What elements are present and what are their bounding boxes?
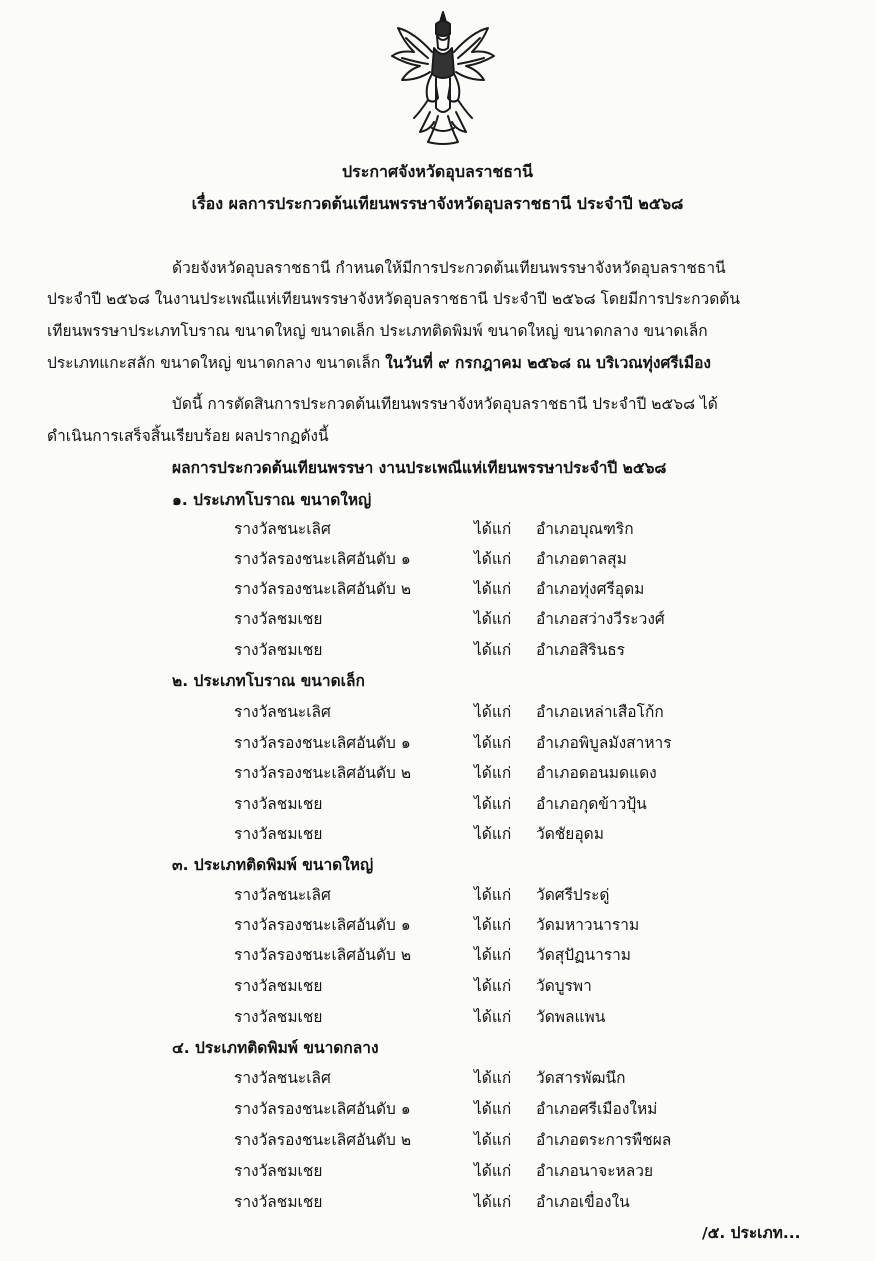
award-row — [0, 791, 875, 821]
award-to-label: ได้แก่ — [474, 825, 512, 843]
results-title: ผลการประกวดต้นเทียนพรรษา งานประเพณีแห่เทียนพรรษาประจำปี ๒๕๖๘ — [172, 459, 667, 477]
paragraph-1-line-4 — [47, 350, 711, 375]
award-name: รางวัลชนะเลิศ — [234, 1069, 331, 1087]
award-row — [0, 973, 875, 1003]
award-winner: อำเภอเขื่องใน — [536, 1193, 630, 1211]
award-winner: วัดบูรพา — [536, 977, 592, 995]
award-winner: วัดศรีประดู่ — [536, 886, 610, 904]
award-row — [0, 882, 875, 912]
award-to-label: ได้แก่ — [474, 1131, 512, 1149]
award-winner: อำเภอสว่างวีระวงศ์ — [536, 610, 665, 628]
award-name: รางวัลรองชนะเลิศอันดับ ๑ — [234, 550, 411, 568]
award-winner: อำเภอศรีเมืองใหม่ — [536, 1100, 658, 1118]
award-to-label: ได้แก่ — [474, 1100, 512, 1118]
award-winner: วัดสารพัฒนึก — [536, 1069, 626, 1087]
award-winner: อำเภอบุณฑริก — [536, 520, 634, 538]
award-row — [0, 942, 875, 972]
award-row — [0, 1158, 875, 1188]
award-name: รางวัลชมเชย — [234, 825, 323, 843]
award-winner: อำเภอนาจะหลวย — [536, 1162, 654, 1180]
award-to-label: ได้แก่ — [474, 916, 512, 934]
award-name: รางวัลชมเชย — [234, 1193, 323, 1211]
continued-marker: /๕. ประเภท... — [702, 1224, 801, 1242]
award-row — [0, 1127, 875, 1157]
award-row — [0, 1189, 875, 1219]
award-row — [0, 576, 875, 606]
announcement-title: ประกาศจังหวัดอุบลราชธานี — [342, 162, 533, 181]
award-name: รางวัลรองชนะเลิศอันดับ ๒ — [234, 580, 412, 598]
award-name: รางวัลชนะเลิศ — [234, 703, 331, 721]
award-winner: อำเภอพิบูลมังสาหาร — [536, 734, 672, 752]
paragraph-2-line-2: ดำเนินการเสร็จสิ้นเรียบร้อย ผลปรากฏดังนี้ — [47, 427, 329, 445]
announcement-subject: เรื่อง ผลการประกวดต้นเทียนพรรษาจังหวัดอุบลราชธานี ประจำปี ๒๕๖๘ — [191, 194, 684, 213]
award-row — [0, 1065, 875, 1095]
award-row — [0, 699, 875, 729]
award-winner: อำเภอตาลสุม — [536, 550, 627, 568]
award-name: รางวัลรองชนะเลิศอันดับ ๒ — [234, 946, 412, 964]
category-title: ๔. ประเภทติดพิมพ์ ขนาดกลาง — [172, 1039, 379, 1057]
award-name: รางวัลชมเชย — [234, 1008, 323, 1026]
award-to-label: ได้แก่ — [474, 1069, 512, 1087]
award-to-label: ได้แก่ — [474, 520, 512, 538]
award-winner: อำเภอกุดข้าวปุ้น — [536, 795, 647, 813]
award-winner: อำเภอดอนมดแดง — [536, 764, 657, 782]
award-to-label: ได้แก่ — [474, 795, 512, 813]
award-winner: วัดสุปัฏนาราม — [536, 946, 632, 964]
award-name: รางวัลรองชนะเลิศอันดับ ๒ — [234, 764, 412, 782]
award-row — [0, 516, 875, 546]
award-winner: วัดชัยอุดม — [536, 825, 604, 843]
paragraph-1-line-1: ด้วยจังหวัดอุบลราชธานี กำหนดให้มีการประกวดต้นเทียนพรรษาจังหวัดอุบลราชธานี — [172, 259, 726, 277]
award-name: รางวัลรองชนะเลิศอันดับ ๑ — [234, 1100, 411, 1118]
award-to-label: ได้แก่ — [474, 977, 512, 995]
award-name: รางวัลชมเชย — [234, 1162, 323, 1180]
award-row — [0, 606, 875, 636]
award-name: รางวัลชมเชย — [234, 641, 323, 659]
category-title: ๑. ประเภทโบราณ ขนาดใหญ่ — [172, 491, 372, 509]
award-to-label: ได้แก่ — [474, 580, 512, 598]
award-name: รางวัลชนะเลิศ — [234, 520, 331, 538]
award-winner: อำเภอสิรินธร — [536, 641, 626, 659]
award-row — [0, 546, 875, 576]
award-name: รางวัลชนะเลิศ — [234, 886, 331, 904]
award-name: รางวัลชมเชย — [234, 610, 323, 628]
paragraph-1-line-4-date: ในวันที่ ๙ กรกฎาคม ๒๕๖๘ ณ บริเวณทุ่งศรีเมือง — [385, 354, 712, 372]
award-name: รางวัลรองชนะเลิศอันดับ ๑ — [234, 734, 411, 752]
award-to-label: ได้แก่ — [474, 641, 512, 659]
award-name: รางวัลรองชนะเลิศอันดับ ๑ — [234, 916, 411, 934]
paragraph-1-line-4-plain: ประเภทแกะสลัก ขนาดใหญ่ ขนาดกลาง ขนาดเล็ก — [47, 354, 386, 372]
award-row — [0, 730, 875, 760]
award-name: รางวัลชมเชย — [234, 795, 323, 813]
award-to-label: ได้แก่ — [474, 734, 512, 752]
garuda-emblem-icon — [384, 8, 502, 148]
award-to-label: ได้แก่ — [474, 550, 512, 568]
award-to-label: ได้แก่ — [474, 1162, 512, 1180]
paragraph-1-line-2: ประจำปี ๒๕๖๘ ในงานประเพณีแห่เทียนพรรษาจังหวัดอุบลราชธานี ประจำปี ๒๕๖๘ โดยมีการประกวดต้น — [47, 290, 740, 308]
award-row — [0, 637, 875, 667]
award-row — [0, 760, 875, 790]
award-to-label: ได้แก่ — [474, 764, 512, 782]
award-winner: อำเภอทุ่งศรีอุดม — [536, 580, 645, 598]
award-winner: วัดพลแพน — [536, 1008, 606, 1026]
award-to-label: ได้แก่ — [474, 886, 512, 904]
award-to-label: ได้แก่ — [474, 1193, 512, 1211]
paragraph-2-line-1: บัดนี้ การตัดสินการประกวดต้นเทียนพรรษาจังหวัดอุบลราชธานี ประจำปี ๒๕๖๘ ได้ — [172, 395, 718, 413]
award-row — [0, 1096, 875, 1126]
category-title: ๒. ประเภทโบราณ ขนาดเล็ก — [172, 672, 365, 690]
award-name: รางวัลชมเชย — [234, 977, 323, 995]
award-winner: อำเภอตระการพืชผล — [536, 1131, 672, 1149]
award-row — [0, 912, 875, 942]
award-winner: อำเภอเหล่าเสือโก้ก — [536, 703, 664, 721]
award-row — [0, 821, 875, 851]
award-to-label: ได้แก่ — [474, 946, 512, 964]
category-title: ๓. ประเภทติดพิมพ์ ขนาดใหญ่ — [172, 856, 374, 874]
paragraph-1-line-3: เทียนพรรษาประเภทโบราณ ขนาดใหญ่ ขนาดเล็ก ประเภทติดพิมพ์ ขนาดใหญ่ ขนาดกลาง ขนาดเล็ก — [47, 322, 708, 340]
award-to-label: ได้แก่ — [474, 610, 512, 628]
award-row — [0, 1004, 875, 1034]
award-to-label: ได้แก่ — [474, 703, 512, 721]
award-name: รางวัลรองชนะเลิศอันดับ ๒ — [234, 1131, 412, 1149]
award-to-label: ได้แก่ — [474, 1008, 512, 1026]
award-winner: วัดมหาวนาราม — [536, 916, 640, 934]
